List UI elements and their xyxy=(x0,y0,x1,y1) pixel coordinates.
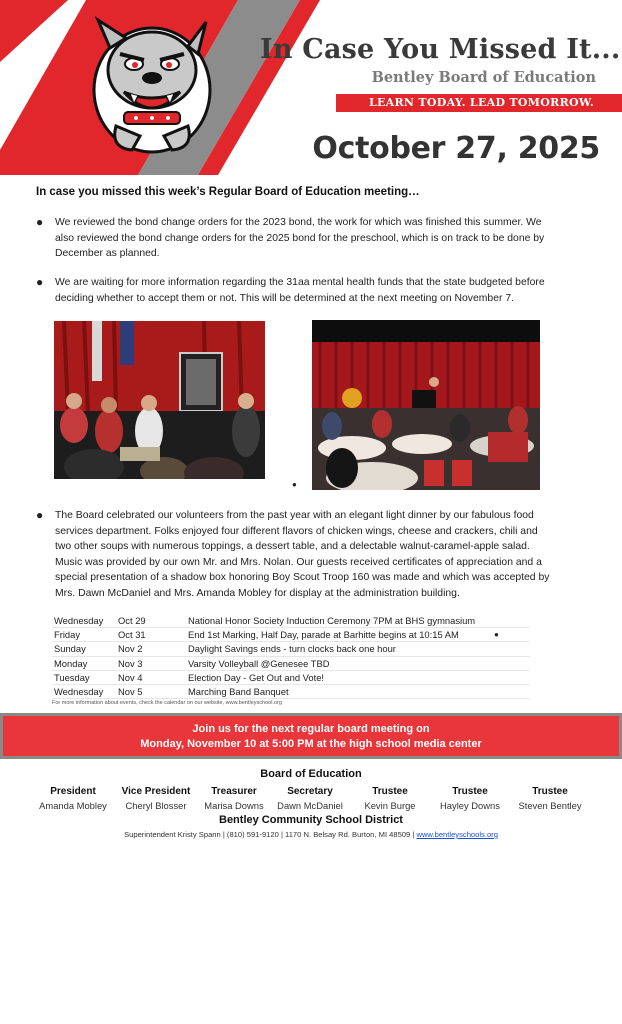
table-row xyxy=(52,657,530,671)
member-name: Dawn McDaniel xyxy=(277,800,343,811)
board-member xyxy=(265,785,355,813)
event-desc: End 1st Marking, Half Day, parade at Barhitte begins at 10:15 AM xyxy=(188,629,459,641)
bullet-item xyxy=(36,508,556,602)
event-day: Tuesday xyxy=(54,671,90,683)
next-meeting-box xyxy=(3,716,619,756)
next-meeting-banner xyxy=(0,713,622,759)
next-meeting-line1: Join us for the next regular board meeting on xyxy=(192,723,430,735)
board-member xyxy=(111,785,201,813)
board-member xyxy=(28,785,118,813)
bullet-item xyxy=(36,275,556,306)
member-role: President xyxy=(50,786,96,797)
member-name: Cheryl Blosser xyxy=(125,800,187,811)
event-date: Oct 29 xyxy=(118,615,146,626)
member-name: Marisa Downs xyxy=(204,800,264,811)
event-date: Nov 4 xyxy=(118,671,143,683)
board-member xyxy=(505,785,595,813)
website-link[interactable]: www.bentleyschools.org xyxy=(416,830,498,839)
bullet-icon: ● xyxy=(36,215,44,229)
bulldog-mascot-icon xyxy=(80,8,220,160)
member-role: Secretary xyxy=(287,786,333,797)
event-day: Monday xyxy=(54,657,88,669)
event-day: Wednesday xyxy=(54,615,104,626)
board-member xyxy=(345,785,435,813)
events-table xyxy=(52,614,530,706)
event-desc: Varsity Volleyball @Genesee TBD xyxy=(188,657,330,669)
district-name: Bentley Community School District xyxy=(219,814,403,826)
events-note: For more information about events, check the calendar on our website, www.bentleyschool.org xyxy=(52,700,282,707)
member-name: Kevin Burge xyxy=(364,800,416,811)
member-role: Vice President xyxy=(121,786,191,797)
bullet-icon: ● xyxy=(292,480,297,489)
event-day: Friday xyxy=(54,629,81,641)
event-desc: Daylight Savings ends - turn clocks back one hour xyxy=(188,643,396,655)
table-row xyxy=(52,671,530,685)
member-role: Treasurer xyxy=(211,786,257,797)
event-day: Wednesday xyxy=(54,685,104,697)
page-subtitle: Bentley Board of Education xyxy=(371,69,596,86)
event-date: Nov 3 xyxy=(118,657,143,669)
bullet-item xyxy=(36,215,556,262)
table-row xyxy=(52,642,530,656)
page-title: In Case You Missed It... xyxy=(260,34,621,65)
board-title: Board of Education xyxy=(260,768,362,780)
photo-shadow-box-presentation xyxy=(54,321,265,479)
board-member xyxy=(425,785,515,813)
member-role: Trustee xyxy=(372,786,408,797)
table-row xyxy=(52,614,530,628)
event-desc: Election Day - Get Out and Vote! xyxy=(188,671,325,683)
event-desc: Marching Band Banquet xyxy=(188,685,289,697)
bullet-text: We reviewed the bond change orders for the 2023 bond, the work for which was finished this summer. We also reviewed the bond change orders for the 2025 bond for the preschool, which is on track to be done by December as planned. xyxy=(55,217,545,260)
table-row xyxy=(52,685,530,699)
intro-heading: In case you missed this week’s Regular Board of Education meeting… xyxy=(36,186,420,198)
tagline: LEARN TODAY. LEAD TOMORROW. xyxy=(368,96,594,109)
member-name: Hayley Downs xyxy=(440,800,500,811)
bullet-icon: ● xyxy=(36,508,44,522)
event-date: Nov 5 xyxy=(118,685,143,697)
event-desc: National Honor Society Induction Ceremony 7PM at BHS gymnasium xyxy=(188,615,476,626)
header-banner xyxy=(0,0,622,175)
member-name: Amanda Mobley xyxy=(39,800,107,811)
bullet-icon: ● xyxy=(36,275,44,289)
member-role: Trustee xyxy=(452,786,488,797)
photo-volunteer-dinner xyxy=(312,320,540,490)
table-row xyxy=(52,628,530,642)
member-name: Steven Bentley xyxy=(518,800,582,811)
next-meeting-line2: Monday, November 10 at 5:00 PM at the high school media center xyxy=(140,738,482,750)
event-date: Nov 2 xyxy=(118,643,143,655)
bullet-icon: ● xyxy=(494,630,499,640)
bullet-text: We are waiting for more information regarding the 31aa mental health funds that the state budgeted before deciding whether to accept them or not. This will be determined at the next meeting on November 7. xyxy=(55,277,545,304)
event-date: Oct 31 xyxy=(118,629,146,641)
footer-contact xyxy=(0,830,622,839)
event-day: Sunday xyxy=(54,643,86,655)
issue-date: October 27, 2025 xyxy=(312,131,600,166)
footer-text: Superintendent Kristy Spann | (810) 591-9120 | 1170 N. Belsay Rd. Burton, MI 48509 | xyxy=(124,830,417,839)
bullet-text: The Board celebrated our volunteers from the past year with an elegant light dinner by our fabulous food services department. Folks enjoyed four different flavors of chicken wings, cheese and crackers, chili and two other soups with numerous toppings, a dessert table, and a delectable walnut-caramel-apple salad. Music was provided by our own Mr. and Mrs. Nolan. Our guests received certificates of appreciation and a special presentation of a shadow box honoring Boy Scout Troop 160 was made and which was accepted by Mrs. Dawn McDaniel and Mrs. Amanda Mobley for display at the administration building. xyxy=(55,510,550,599)
member-role: Trustee xyxy=(532,786,568,797)
